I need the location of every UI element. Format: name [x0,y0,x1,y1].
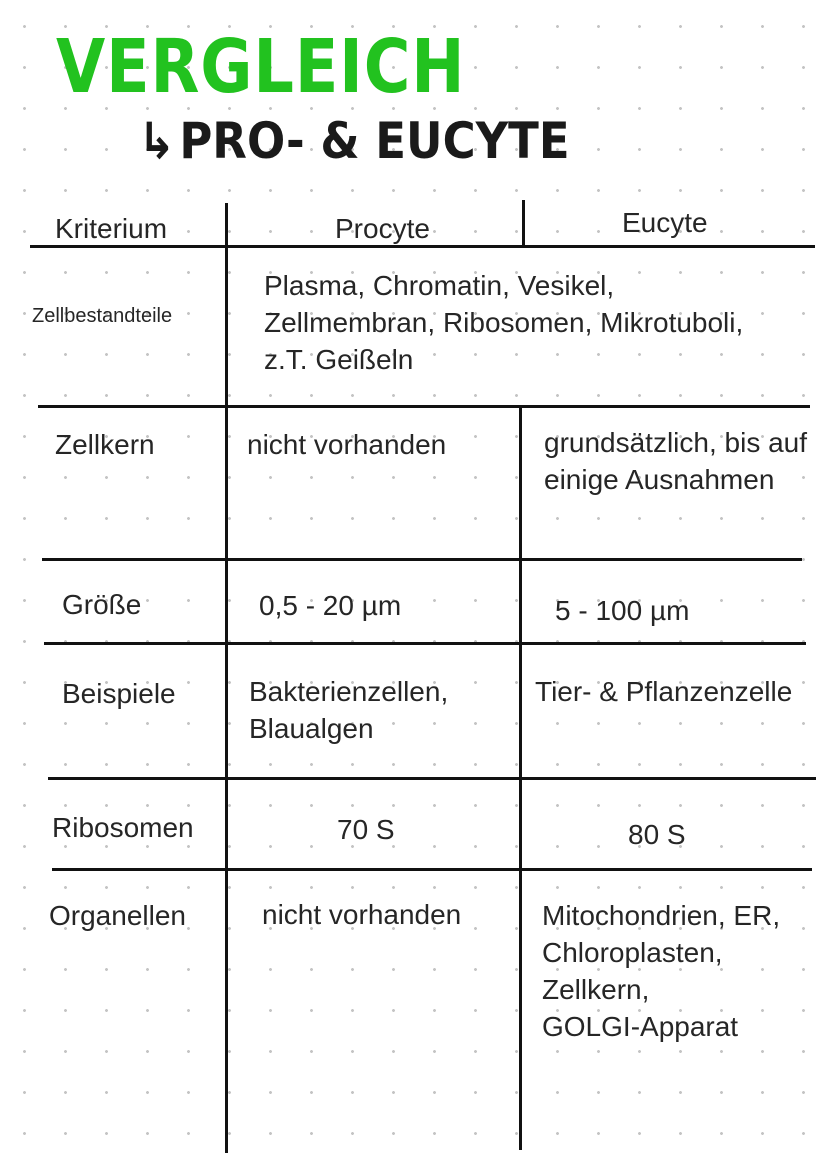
shared-line: z.T. Geißeln [264,344,414,375]
arrow-icon: ↳ [138,112,176,170]
eucyte-zellkern [544,424,807,498]
criterion-zellbestandteile: Zellbestandteile [32,305,173,327]
header-procyte: Procyte [335,213,430,244]
shared-components [264,267,743,378]
criterion-groesse: Größe [62,589,142,620]
procyte-line: Blaualgen [249,713,374,744]
eucyte-organellen [542,897,780,1045]
eucyte-line: Mitochondrien, ER, [542,900,781,931]
procyte-organellen: nicht vorhanden [262,899,462,930]
shared-line: Zellmembran, Ribosomen, Mikrotuboli, [264,307,744,338]
subtitle [138,112,570,170]
table-column-divider [519,405,522,1150]
table-rule [42,558,802,561]
eucyte-ribosomen: 80 S [628,819,686,850]
procyte-zellkern: nicht vorhanden [247,429,447,460]
table-rule [44,642,806,645]
table-rule [38,405,810,408]
header-kriterium: Kriterium [55,213,168,244]
criterion-zellkern: Zellkern [55,429,155,460]
criterion-beispiele: Beispiele [62,678,176,709]
procyte-beispiele [249,673,448,747]
table-column-divider [522,200,525,246]
eucyte-line: einige Ausnahmen [544,464,775,495]
eucyte-beispiele: Tier- & Pflanzenzelle [535,676,793,707]
subtitle-text: PRO- & EUCYTE [179,112,570,170]
procyte-ribosomen: 70 S [337,814,395,845]
header-eucyte: Eucyte [622,207,708,238]
shared-line: Plasma, Chromatin, Vesikel, [264,270,615,301]
eucyte-line: Zellkern, [542,974,650,1005]
eucyte-line: Chloroplasten, [542,937,723,968]
criterion-ribosomen: Ribosomen [52,812,194,843]
eucyte-line: GOLGI-Apparat [542,1011,739,1042]
procyte-groesse: 0,5 - 20 µm [259,590,402,621]
page-title: VERGLEICH [56,24,466,110]
eucyte-line: grundsätzlich, bis auf [544,427,808,458]
table-rule [52,868,812,871]
eucyte-groesse: 5 - 100 µm [555,595,690,626]
criterion-organellen: Organellen [49,900,186,931]
table-column-divider [225,203,228,1153]
procyte-line: Bakterienzellen, [249,676,449,707]
table-rule [48,777,816,780]
